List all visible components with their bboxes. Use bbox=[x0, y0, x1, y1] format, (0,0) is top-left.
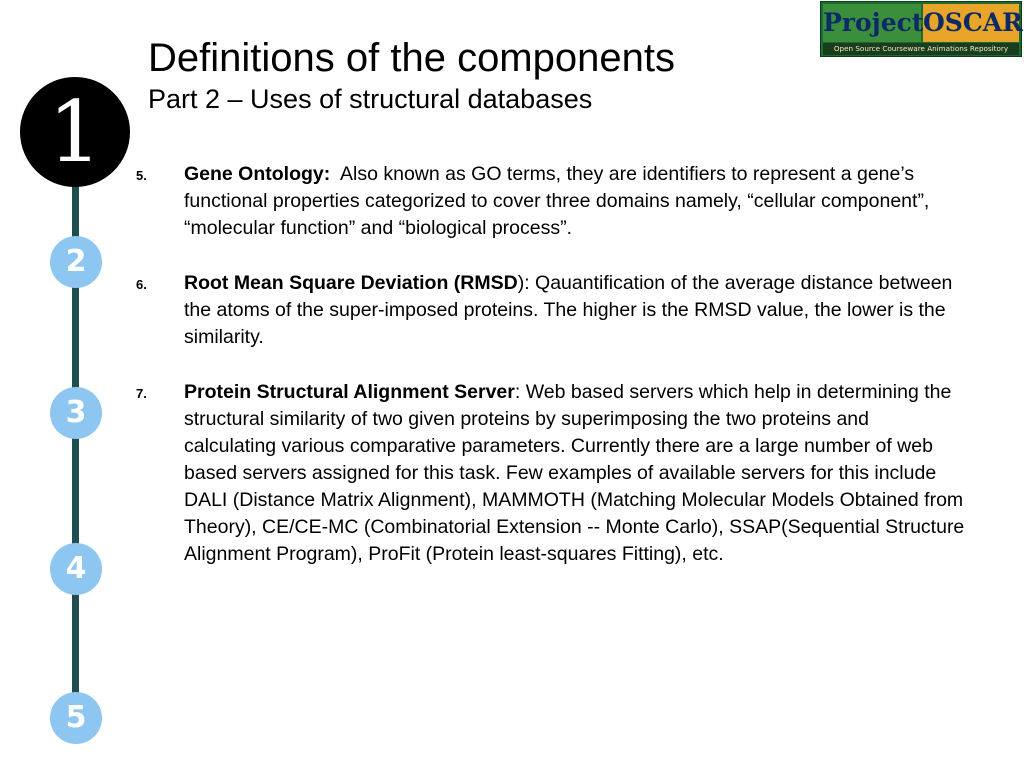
step-2-button[interactable]: 2 bbox=[50, 236, 102, 288]
list-item-alignment-server bbox=[136, 379, 966, 568]
list-item-number: 5. bbox=[136, 168, 147, 183]
list-item-description: Also known as GO terms, they are identifiers to represent a gene’s functional properties categorized to cover three domains namely, “cellular component”, “molecular function” and “biological process”. bbox=[184, 163, 935, 239]
list-item-number: 6. bbox=[136, 277, 147, 292]
logo-word-oscar: OSCAR bbox=[923, 4, 1019, 42]
step-4-button[interactable]: 4 bbox=[50, 543, 102, 595]
page-title: Definitions of the components bbox=[148, 36, 675, 80]
logo-tagline: Open Source Courseware Animations Repository bbox=[823, 43, 1019, 55]
step-3-button[interactable]: 3 bbox=[50, 387, 102, 439]
list-item-term: Protein Structural Alignment Server bbox=[184, 381, 515, 403]
list-item-term: Root Mean Square Deviation (RMSD bbox=[184, 272, 518, 294]
logo-word-project: Project bbox=[823, 4, 921, 42]
step-5-button[interactable]: 5 bbox=[50, 692, 102, 744]
list-item-rmsd bbox=[136, 270, 966, 351]
project-oscar-logo[interactable] bbox=[820, 1, 1022, 57]
page-subtitle: Part 2 – Uses of structural databases bbox=[148, 84, 593, 114]
list-item-number: 7. bbox=[136, 386, 147, 401]
list-item-body bbox=[184, 161, 966, 242]
step-1-active[interactable]: 1 bbox=[20, 77, 130, 187]
list-item-description: : Web based servers which help in determining the structural similarity of two given proteins by superimposing the two proteins and calculating various comparative parameters. Currently there are a large number of web based servers assigned for this task. Few examples of available servers for this include DALI (Distance Matrix Alignment), MAMMOTH (Matching Molecular Models Obtained from Theory), CE/CE-MC (Combinatorial Extension -- Monte Carlo), SSAP(Sequential Structure Alignment Program), ProFit (Protein least-squares Fitting), etc. bbox=[184, 381, 965, 565]
list-item-term: Gene Ontology: bbox=[184, 163, 331, 185]
list-item-body bbox=[184, 270, 966, 351]
list-item-gene-ontology bbox=[136, 161, 966, 242]
list-item-description: ): Qauantification of the average distance between the atoms of the super-imposed proteins. The higher is the RMSD value, the lower is the similarity. bbox=[184, 272, 953, 348]
list-item-body bbox=[184, 379, 966, 568]
